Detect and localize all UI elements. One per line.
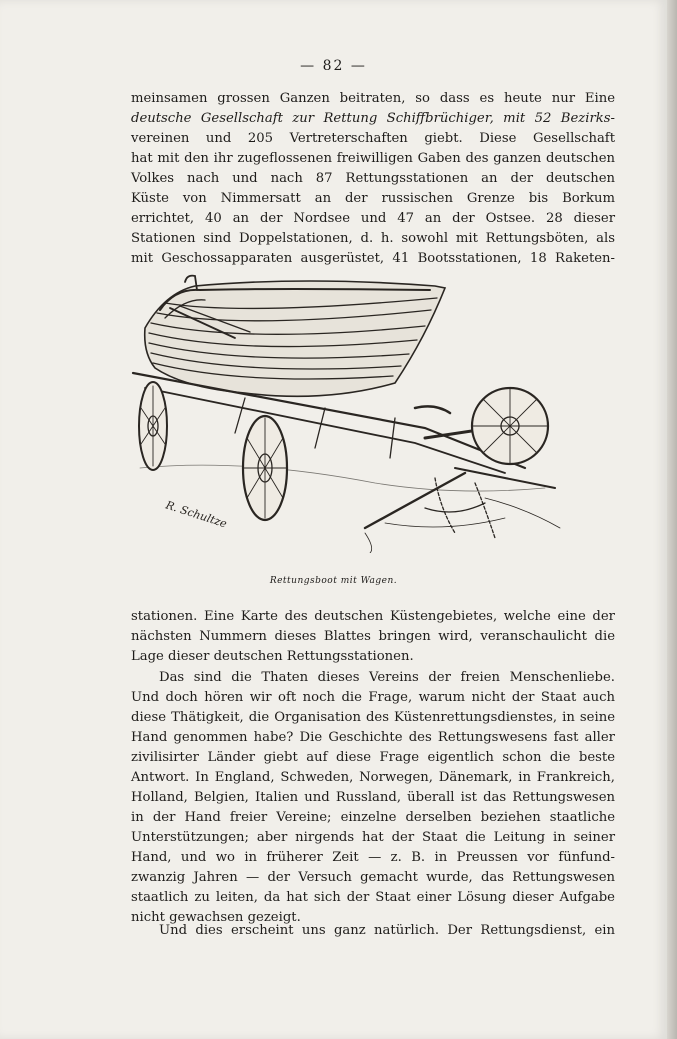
text-line: Antwort. In England, Schweden, Norwegen, Dänemark, in Frankreich, xyxy=(131,770,615,785)
text-line: meinsamen grossen Ganzen beitraten, so dass es heute nur Eine xyxy=(131,91,615,106)
page-number: — 82 — xyxy=(300,58,367,74)
text-line: Stationen sind Doppelstationen, d. h. sowohl mit Rettungsböten, als xyxy=(131,231,615,246)
artist-signature: R. Schultze xyxy=(164,498,229,531)
text-line: Unterstützungen; aber nirgends hat der Staat die Leitung in seiner xyxy=(131,830,615,845)
lifeboat-on-wagon-illustration xyxy=(125,268,565,553)
text-line: deutsche Gesellschaft zur Rettung Schiffbrüchiger, mit 52 Bezirks- xyxy=(131,111,615,126)
text-line: Hand genommen habe? Die Geschichte des Rettungswesens fast aller xyxy=(131,730,615,745)
text-line: diese Thätigkeit, die Organisation des Küstenrettungsdienstes, in seine xyxy=(131,710,615,725)
paragraph-2 xyxy=(131,668,615,928)
text-line: in der Hand freier Vereine; einzelne derselben beziehen staatliche xyxy=(131,810,615,825)
text-line: Küste von Nimmersatt an der russischen Grenze bis Borkum xyxy=(131,191,615,206)
text-line: Lage dieser deutschen Rettungsstationen. xyxy=(131,649,414,664)
text-line: Holland, Belgien, Italien und Russland, überall ist das Rettungswesen xyxy=(131,790,615,805)
text-line: vereinen und 205 Vertreterschaften giebt. Diese Gesellschaft xyxy=(131,131,615,146)
text-line: nächsten Nummern dieses Blattes bringen wird, veranschaulicht die xyxy=(131,629,615,644)
paragraph-top xyxy=(131,89,615,269)
paragraph-3 xyxy=(131,921,615,941)
page-edge-shadow xyxy=(667,0,677,1039)
text-line: zwanzig Jahren — der Versuch gemacht wurde, das Rettungswesen xyxy=(131,870,615,885)
text-line: mit Geschossapparaten ausgerüstet, 41 Bootsstationen, 18 Raketen- xyxy=(131,251,615,266)
text-line: Hand, und wo in früherer Zeit — z. B. in Preussen vor fünfund- xyxy=(131,850,615,865)
text-line: errichtet, 40 an der Nordsee und 47 an der Ostsee. 28 dieser xyxy=(131,211,615,226)
paragraph-continuation xyxy=(131,607,615,667)
text-line: hat mit den ihr zugeflossenen freiwilligen Gaben des ganzen deutschen xyxy=(131,151,615,166)
text-line: Das sind die Thaten dieses Vereins der freien Menschenliebe. xyxy=(159,670,615,685)
illustration-caption: Rettungsboot mit Wagen. xyxy=(269,576,398,586)
text-line: Und doch hören wir oft noch die Frage, warum nicht der Staat auch xyxy=(131,690,615,705)
text-line: stationen. Eine Karte des deutschen Küstengebietes, welche eine der xyxy=(131,609,615,624)
text-line: Und dies erscheint uns ganz natürlich. Der Rettungsdienst, ein xyxy=(159,923,615,938)
text-line: nicht gewachsen gezeigt. xyxy=(131,910,301,925)
text-line: zivilisirter Länder giebt auf diese Frage eigentlich schon die beste xyxy=(131,750,615,765)
text-line: Volkes nach und nach 87 Rettungsstationen an der deutschen xyxy=(131,171,615,186)
text-line: staatlich zu leiten, da hat sich der Staat einer Lösung dieser Aufgabe xyxy=(131,890,615,905)
